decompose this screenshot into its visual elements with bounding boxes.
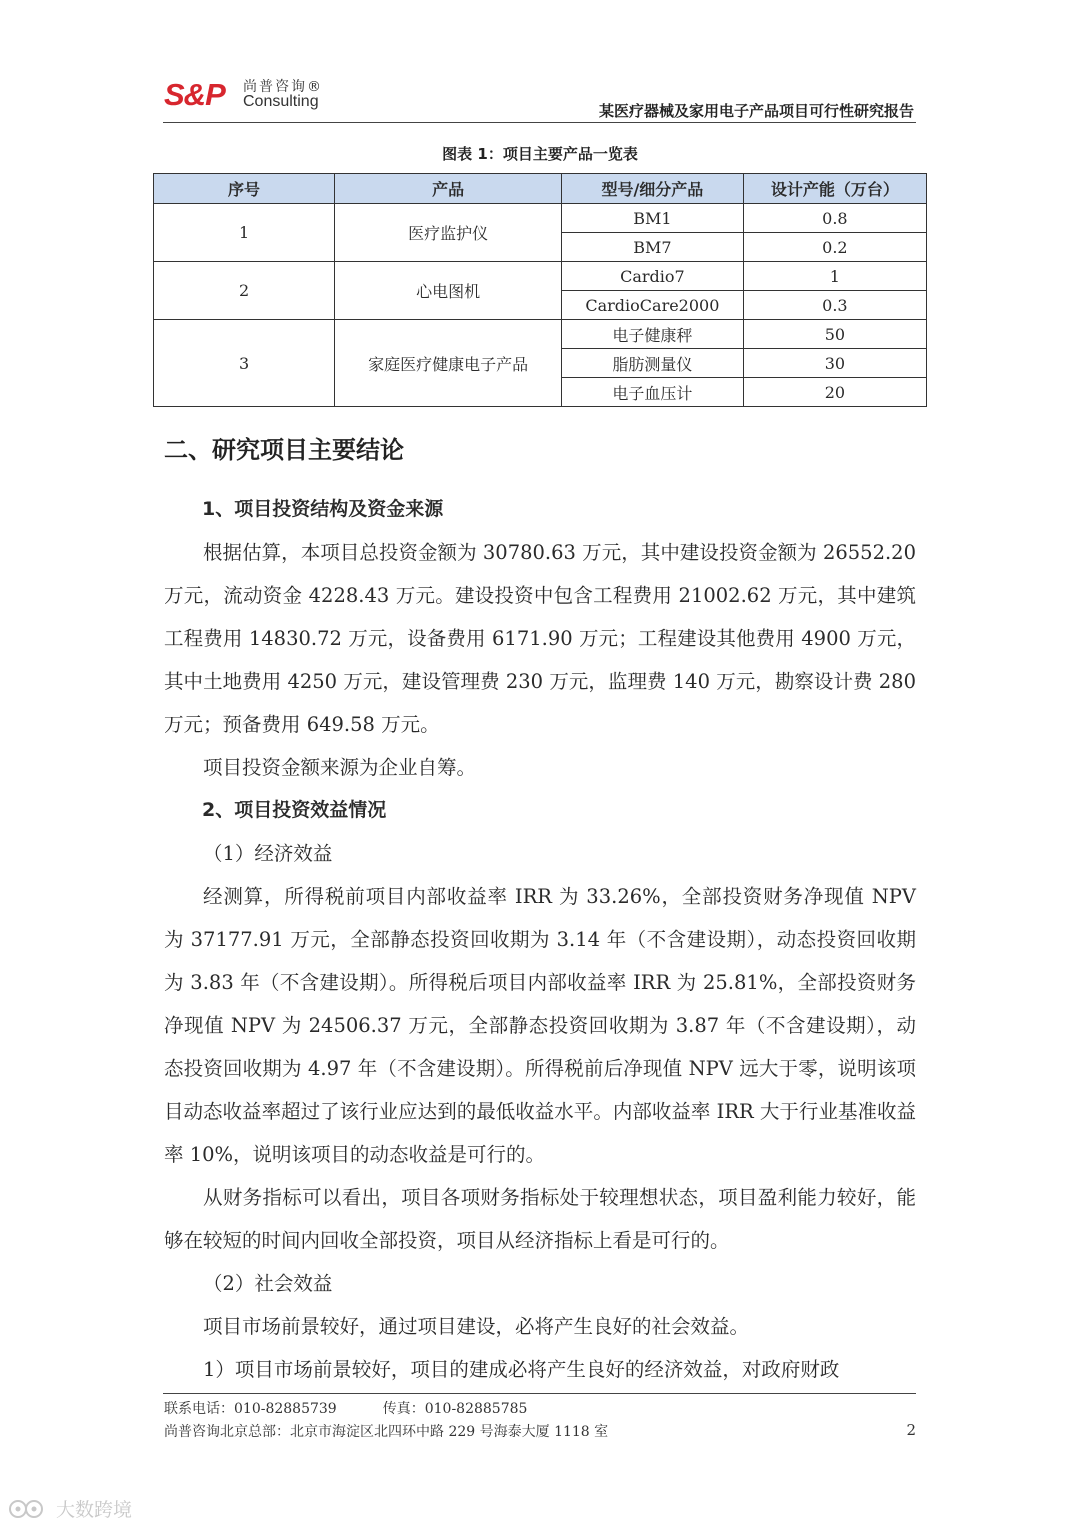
capacity-cell: 50 bbox=[743, 320, 926, 349]
row-number-cell: 2 bbox=[154, 262, 335, 320]
paragraph: 根据估算，本项目总投资金额为 30780.63 万元，其中建设投资金额为 26552.20 万元，流动资金 4228.43 万元。建设投资中包含工程费用 21002.62 万元，其中建筑工程费用 14830.72 万元，设备费用 6171.90 万元；工程建设其他费用 4900 万元，其中土地费用 4250 万元，建设管理费 230 万元，监理费 140 万元，勘察设计费 280 万元；预备费用 649.58 万元。 bbox=[164, 541, 916, 736]
paragraph: 1）项目市场前景较好，项目的建成必将产生良好的经济效益，对政府财政 bbox=[203, 1358, 840, 1381]
header-divider bbox=[163, 122, 916, 123]
capacity-cell: 20 bbox=[743, 378, 926, 407]
footer-address: 尚普咨询北京总部：北京市海淀区北四环中路 229 号海泰大厦 1118 室 bbox=[164, 1424, 609, 1440]
logo bbox=[164, 76, 344, 118]
section-title: 二、研究项目主要结论 bbox=[164, 436, 404, 464]
header-cell: 设计产能（万台） bbox=[743, 174, 926, 204]
capacity-cell: 1 bbox=[743, 262, 926, 291]
product-cell: 医疗监护仪 bbox=[335, 204, 562, 262]
table-row bbox=[154, 262, 927, 291]
model-cell: 电子血压计 bbox=[562, 378, 744, 407]
capacity-cell: 0.8 bbox=[743, 204, 926, 233]
capacity-cell: 0.3 bbox=[743, 291, 926, 320]
subsection-label: （1）经济效益 bbox=[203, 842, 333, 865]
watermark-text: 大数跨境 bbox=[56, 1499, 133, 1521]
report-title: 某医疗器械及家用电子产品项目可行性研究报告 bbox=[598, 102, 914, 120]
model-cell: 脂肪测量仪 bbox=[562, 349, 744, 378]
model-cell: CardioCare2000 bbox=[562, 291, 744, 320]
logo-mark: S&P bbox=[164, 77, 225, 112]
table-header-row bbox=[154, 174, 927, 204]
logo-english-name: Consulting bbox=[243, 93, 319, 110]
product-cell: 心电图机 bbox=[335, 262, 562, 320]
model-cell: BM7 bbox=[562, 233, 744, 262]
watermark-logo-icon bbox=[8, 1497, 52, 1521]
capacity-cell: 0.2 bbox=[743, 233, 926, 262]
header-cell: 序号 bbox=[154, 174, 335, 204]
product-cell: 家庭医疗健康电子产品 bbox=[335, 320, 562, 407]
table-row bbox=[154, 204, 927, 233]
row-number-cell: 3 bbox=[154, 320, 335, 407]
watermark bbox=[8, 1495, 132, 1522]
paragraph: 从财务指标可以看出，项目各项财务指标处于较理想状态，项目盈利能力较好，能够在较短的时间内回收全部投资，项目从经济指标上看是可行的。 bbox=[164, 1186, 916, 1252]
footer-fax: 传真：010-82885785 bbox=[382, 1401, 528, 1417]
footer-phone: 联系电话：010-82885739 bbox=[164, 1401, 337, 1417]
header-cell: 产品 bbox=[335, 174, 562, 204]
model-cell: 电子健康秤 bbox=[562, 320, 744, 349]
row-number-cell: 1 bbox=[154, 204, 335, 262]
paragraph: 经测算，所得税前项目内部收益率 IRR 为 33.26%，全部投资财务净现值 NPV 为 37177.91 万元，全部静态投资回收期为 3.14 年（不含建设期），动态投资回收期为 3.83 年（不含建设期）。所得税后项目内部收益率 IRR 为 25.81%，全部投资财务净现值 NPV 为 24506.37 万元，全部静态投资回收期为 3.87 年（不含建设期），动态投资回收期为 4.97 年（不含建设期）。所得税前后净现值 NPV 远大于零，说明该项目动态收益率超过了该行业应达到的最低收益水平。内部收益率 IRR 大于行业基准收益率 10%，说明该项目的动态收益是可行的。 bbox=[164, 885, 916, 1166]
body-content bbox=[164, 488, 916, 1391]
footer-contact bbox=[164, 1398, 527, 1418]
subsection-heading: 1、项目投资结构及资金来源 bbox=[202, 498, 444, 520]
paragraph: 项目市场前景较好，通过项目建设，必将产生良好的社会效益。 bbox=[203, 1315, 750, 1338]
table-caption: 图表 1：项目主要产品一览表 bbox=[442, 145, 638, 163]
logo-chinese-name: 尚普咨询® bbox=[243, 79, 323, 95]
subsection-label: （2）社会效益 bbox=[203, 1272, 333, 1295]
footer-divider bbox=[163, 1393, 916, 1394]
page-number: 2 bbox=[906, 1421, 916, 1439]
model-cell: Cardio7 bbox=[562, 262, 744, 291]
products-table bbox=[153, 173, 927, 407]
header-cell: 型号/细分产品 bbox=[562, 174, 744, 204]
capacity-cell: 30 bbox=[743, 349, 926, 378]
model-cell: BM1 bbox=[562, 204, 744, 233]
subsection-heading: 2、项目投资效益情况 bbox=[202, 799, 387, 821]
table-row bbox=[154, 320, 927, 349]
paragraph: 项目投资金额来源为企业自筹。 bbox=[203, 756, 477, 779]
